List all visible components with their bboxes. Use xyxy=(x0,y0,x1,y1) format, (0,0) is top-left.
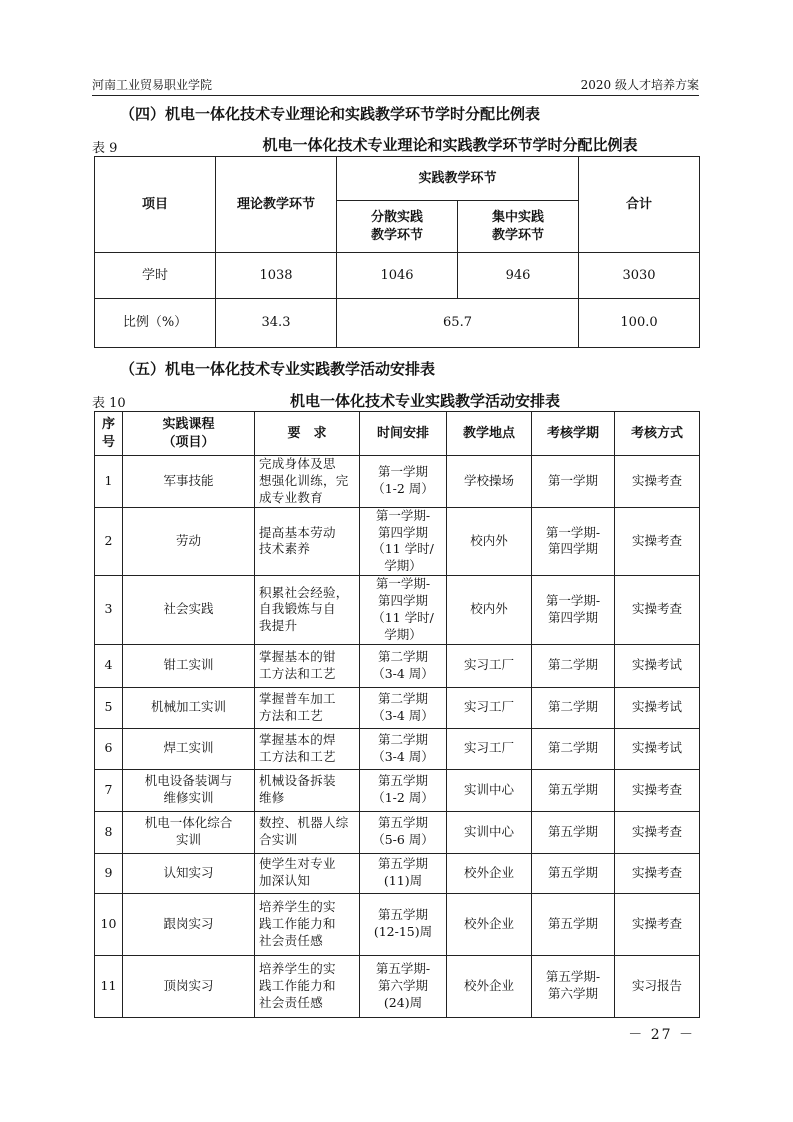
ratio-practice: 65.7 xyxy=(337,299,579,348)
row-location: 实训中心 xyxy=(447,811,532,853)
row-location: 校内外 xyxy=(447,576,532,645)
row-exam-term: 第五学期 xyxy=(532,769,615,811)
table-9-number: 表 9 xyxy=(92,141,118,156)
row-schedule: 第五学期- 第六学期 (24)周 xyxy=(360,955,447,1017)
row-requirement: 完成身体及思 想强化训练，完 成专业教育 xyxy=(255,456,360,508)
row-exam-term: 第二学期 xyxy=(532,687,615,728)
hours-concentrated: 946 xyxy=(458,253,579,299)
row-exam-term: 第五学期- 第六学期 xyxy=(532,955,615,1017)
header-no: 序 号 xyxy=(95,412,123,456)
row-requirement: 数控、机器人综 合实训 xyxy=(255,811,360,853)
row-course: 认知实习 xyxy=(123,853,255,893)
header-concentrated: 集中实践 教学环节 xyxy=(458,201,579,253)
table-row xyxy=(95,644,700,687)
row-requirement: 掌握基本的钳 工方法和工艺 xyxy=(255,644,360,687)
row-hours-label: 学时 xyxy=(95,253,216,299)
row-exam-term: 第二学期 xyxy=(532,644,615,687)
table-header-row xyxy=(95,412,700,456)
row-no: 1 xyxy=(95,456,123,508)
table-row xyxy=(95,728,700,769)
practice-schedule-table xyxy=(94,411,700,1018)
hours-scattered: 1046 xyxy=(337,253,458,299)
table-10-number: 表 10 xyxy=(92,396,126,411)
row-no: 2 xyxy=(95,507,123,576)
row-schedule: 第五学期 （5-6 周） xyxy=(360,811,447,853)
row-exam-term: 第五学期 xyxy=(532,811,615,853)
ratio-theory: 34.3 xyxy=(216,299,337,348)
row-requirement: 积累社会经验， 自我锻炼与自 我提升 xyxy=(255,576,360,645)
row-exam-method: 实操考查 xyxy=(615,576,700,645)
header-total: 合计 xyxy=(579,157,700,253)
row-no: 5 xyxy=(95,687,123,728)
header-theory: 理论教学环节 xyxy=(216,157,337,253)
table-row xyxy=(95,456,700,508)
table-row xyxy=(95,687,700,728)
row-schedule: 第二学期 （3-4 周） xyxy=(360,728,447,769)
row-schedule: 第一学期- 第四学期 （11 学时/ 学期） xyxy=(360,507,447,576)
header-school-name: 河南工业贸易职业学院 xyxy=(92,78,213,92)
row-no: 11 xyxy=(95,955,123,1017)
row-exam-method: 实操考查 xyxy=(615,811,700,853)
row-course: 社会实践 xyxy=(123,576,255,645)
row-schedule: 第二学期 （3-4 周） xyxy=(360,644,447,687)
section-5-title: （五）机电一体化技术专业实践教学活动安排表 xyxy=(120,360,436,378)
table-row xyxy=(95,955,700,1017)
row-no: 4 xyxy=(95,644,123,687)
table-row xyxy=(95,576,700,645)
row-course: 跟岗实习 xyxy=(123,893,255,955)
row-course: 机电设备装调与 维修实训 xyxy=(123,769,255,811)
table-row xyxy=(95,507,700,576)
header-schedule: 时间安排 xyxy=(360,412,447,456)
row-schedule: 第五学期 （1-2 周） xyxy=(360,769,447,811)
row-requirement: 提高基本劳动 技术素养 xyxy=(255,507,360,576)
row-requirement: 培养学生的实 践工作能力和 社会责任感 xyxy=(255,893,360,955)
header-exam-method: 考核方式 xyxy=(615,412,700,456)
row-exam-method: 实习报告 xyxy=(615,955,700,1017)
row-location: 实习工厂 xyxy=(447,728,532,769)
row-exam-method: 实操考查 xyxy=(615,456,700,508)
row-location: 校外企业 xyxy=(447,853,532,893)
row-schedule: 第一学期- 第四学期 （11 学时/ 学期） xyxy=(360,576,447,645)
row-no: 10 xyxy=(95,893,123,955)
row-exam-method: 实操考查 xyxy=(615,507,700,576)
header-rule xyxy=(92,95,699,96)
hours-total: 3030 xyxy=(579,253,700,299)
row-location: 校内外 xyxy=(447,507,532,576)
row-exam-term: 第五学期 xyxy=(532,893,615,955)
header-practice: 实践教学环节 xyxy=(337,157,579,201)
section-4-title: （四）机电一体化技术专业理论和实践教学环节学时分配比例表 xyxy=(120,105,541,123)
row-requirement: 机械设备拆装 维修 xyxy=(255,769,360,811)
table-9-title: 机电一体化技术专业理论和实践教学环节学时分配比例表 xyxy=(262,136,638,154)
row-course: 军事技能 xyxy=(123,456,255,508)
row-requirement: 使学生对专业 加深认知 xyxy=(255,853,360,893)
row-no: 7 xyxy=(95,769,123,811)
row-schedule: 第五学期 (11)周 xyxy=(360,853,447,893)
hours-ratio-table xyxy=(94,156,700,348)
hours-theory: 1038 xyxy=(216,253,337,299)
row-exam-term: 第一学期- 第四学期 xyxy=(532,507,615,576)
row-ratio-label: 比例（%） xyxy=(95,299,216,348)
row-exam-term: 第二学期 xyxy=(532,728,615,769)
row-schedule: 第五学期 (12-15)周 xyxy=(360,893,447,955)
row-exam-method: 实操考试 xyxy=(615,644,700,687)
row-course: 焊工实训 xyxy=(123,728,255,769)
row-location: 实习工厂 xyxy=(447,644,532,687)
row-course: 机械加工实训 xyxy=(123,687,255,728)
row-requirement: 掌握普车加工 方法和工艺 xyxy=(255,687,360,728)
table-row xyxy=(95,893,700,955)
page-number: － 27 － xyxy=(628,1027,695,1043)
header-exam-term: 考核学期 xyxy=(532,412,615,456)
header-requirement: 要 求 xyxy=(255,412,360,456)
header-doc-title: 2020 级人才培养方案 xyxy=(580,78,699,92)
ratio-total: 100.0 xyxy=(579,299,700,348)
row-exam-method: 实操考试 xyxy=(615,687,700,728)
row-course: 顶岗实习 xyxy=(123,955,255,1017)
row-schedule: 第二学期 （3-4 周） xyxy=(360,687,447,728)
row-course: 劳动 xyxy=(123,507,255,576)
row-no: 8 xyxy=(95,811,123,853)
row-location: 校外企业 xyxy=(447,893,532,955)
row-course: 机电一体化综合 实训 xyxy=(123,811,255,853)
header-location: 教学地点 xyxy=(447,412,532,456)
table-row xyxy=(95,853,700,893)
row-location: 实训中心 xyxy=(447,769,532,811)
header-item: 项目 xyxy=(95,157,216,253)
row-location: 学校操场 xyxy=(447,456,532,508)
row-location: 实习工厂 xyxy=(447,687,532,728)
row-no: 3 xyxy=(95,576,123,645)
row-exam-method: 实操考试 xyxy=(615,728,700,769)
row-exam-method: 实操考查 xyxy=(615,853,700,893)
row-exam-term: 第五学期 xyxy=(532,853,615,893)
row-exam-term: 第一学期 xyxy=(532,456,615,508)
row-exam-term: 第一学期- 第四学期 xyxy=(532,576,615,645)
row-course: 钳工实训 xyxy=(123,644,255,687)
table-row xyxy=(95,769,700,811)
header-course: 实践课程 （项目） xyxy=(123,412,255,456)
row-requirement: 掌握基本的焊 工方法和工艺 xyxy=(255,728,360,769)
row-exam-method: 实操考查 xyxy=(615,893,700,955)
row-requirement: 培养学生的实 践工作能力和 社会责任感 xyxy=(255,955,360,1017)
row-no: 9 xyxy=(95,853,123,893)
table-10-title: 机电一体化技术专业实践教学活动安排表 xyxy=(289,392,560,410)
header-scattered: 分散实践 教学环节 xyxy=(337,201,458,253)
row-schedule: 第一学期 （1-2 周） xyxy=(360,456,447,508)
row-location: 校外企业 xyxy=(447,955,532,1017)
row-exam-method: 实操考查 xyxy=(615,769,700,811)
row-no: 6 xyxy=(95,728,123,769)
table-row xyxy=(95,811,700,853)
